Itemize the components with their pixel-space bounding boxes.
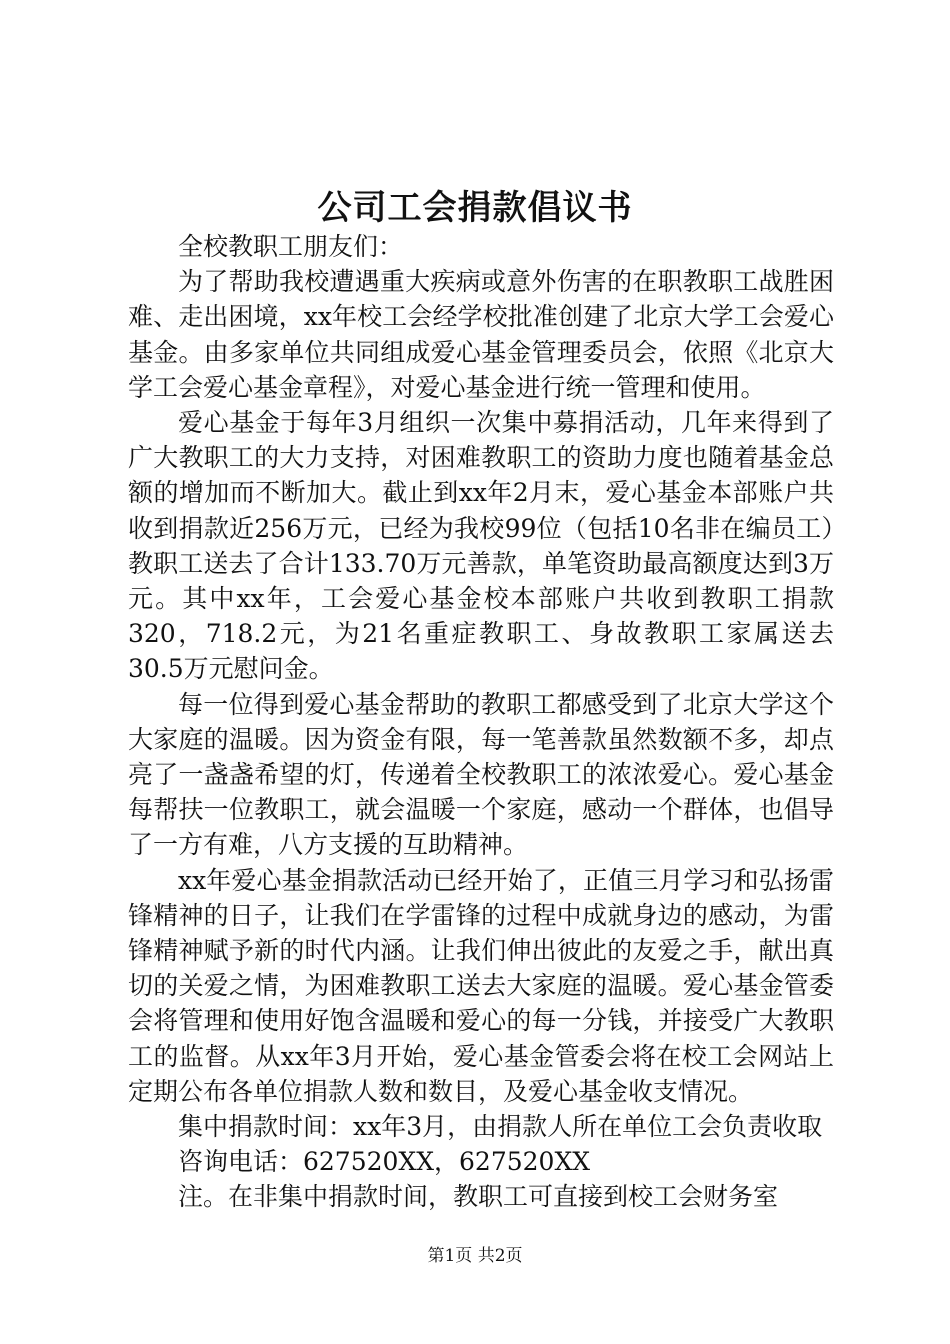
document-title: 公司工会捐款倡议书: [317, 188, 633, 228]
paragraph: 每一位得到爱心基金帮助的教职工都感受到了北京大学这个大家庭的温暖。因为资金有限，每一笔善款虽然数额不多，却点亮了一盏盏希望的灯，传递着全校教职工的浓浓爱心。爱心基金每帮扶一位教职工，就会温暖一个家庭，感动一个群体，也倡导了一方有难，八方支援的互助精神。: [128, 689, 834, 860]
donation-time: 集中捐款时间：xx年3月，由捐款人所在单位工会负责收取: [178, 1112, 823, 1142]
paragraph: xx年爱心基金捐款活动已经开始了，正值三月学习和弘扬雷锋精神的日子，让我们在学雷锋的过程中成就身边的感动，为雷锋精神赋予新的时代内涵。让我们伸出彼此的友爱之手，献出真切的关爱之情，为困难教职工送去大家庭的温暖。爱心基金管委会将管理和使用好饱含温暖和爱心的每一分钱，并接受广大教职工的监督。从xx年3月开始，爱心基金管委会将在校工会网站上定期公布各单位捐款人数和数目，及爱心基金收支情况。: [128, 865, 834, 1106]
contact-phone: 咨询电话：627520XX，627520XX: [178, 1147, 591, 1177]
paragraph: 为了帮助我校遭遇重大疾病或意外伤害的在职教职工战胜困难、走出困境，xx年校工会经学校批准创建了北京大学工会爱心基金。由多家单位共同组成爱心基金管理委员会，依照《北京大学工会爱心基金章程》，对爱心基金进行统一管理和使用。: [128, 267, 834, 402]
note: 注。在非集中捐款时间，教职工可直接到校工会财务室: [178, 1182, 779, 1212]
salutation: 全校教职工朋友们：: [178, 232, 404, 261]
document-body: [128, 229, 834, 1215]
paragraph: 爱心基金于每年3月组织一次集中募捐活动，几年来得到了广大教职工的大力支持，对困难教职工的资助力度也随着基金总额的增加而不断加大。截止到xx年2月末，爱心基金本部账户共收到捐款近256万元，已经为我校99位（包括10名非在编员工）教职工送去了合计133.70万元善款，单笔资助最高额度达到3万元。其中xx年，工会爱心基金校本部账户共收到教职工捐款320，718.2元，为21名重症教职工、身故教职工家属送去30.5万元慰问金。: [128, 408, 834, 684]
page-number: 第1页 共2页: [427, 1246, 523, 1266]
